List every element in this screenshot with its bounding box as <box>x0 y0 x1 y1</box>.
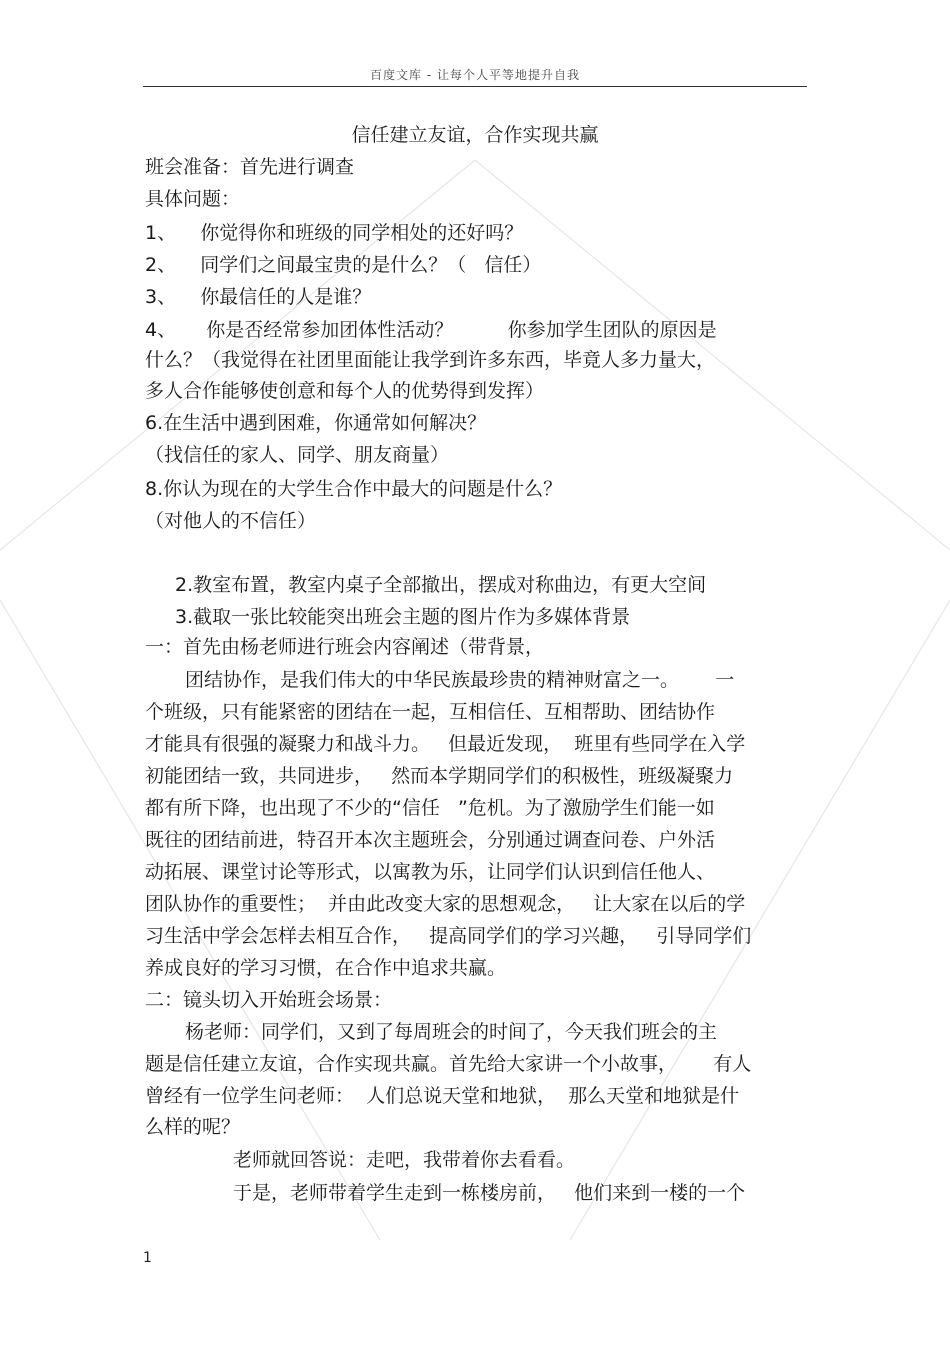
text-line: 班会准备：首先进行调查 <box>145 156 355 178</box>
text-line: 2.教室布置，教室内桌子全部撤出，摆成对称曲边，有更大空间 <box>175 574 707 596</box>
text-line: 团队协作的重要性； 并由此改变大家的思想观念， 让大家在以后的学 <box>145 893 746 915</box>
document-title: 信任建立友谊，合作实现共赢 <box>351 124 599 146</box>
text-line: 8.你认为现在的大学生合作中最大的问题是什么？ <box>145 478 563 500</box>
text-line: 多人合作能够使创意和每个人的优势得到发挥） <box>145 380 545 402</box>
text-line: 3.截取一张比较能突出班会主题的图片作为多媒体背景 <box>175 606 631 628</box>
text-line: 初能团结一致，共同进步， 然而本学期同学们的积极性，班级凝聚力 <box>145 765 734 787</box>
page-header: 百度文库 - 让每个人平等地提升自我 <box>370 68 580 82</box>
section-heading: 二：镜头切入开始班会场景： <box>145 989 393 1011</box>
text-line: 题是信任建立友谊，合作实现共赢。首先给大家讲一个小故事， 有人 <box>145 1053 752 1075</box>
text-line: 个班级，只有能紧密的团结在一起，互相信任、互相帮助、团结协作 <box>145 701 716 723</box>
text-line: 习生活中学会怎样去相互合作， 提高同学们的学习兴趣， 引导同学们 <box>145 925 752 947</box>
text-line: 2、 同学们之间最宝贵的是什么？（ 信任） <box>145 254 542 276</box>
text-line: 6.在生活中遇到困难，你通常如何解决？ <box>145 412 487 434</box>
section-heading: 一：首先由杨老师进行班会内容阐述（带背景， <box>145 636 545 658</box>
text-line: 都有所下降，也出现了不少的“信任 ”危机。为了激励学生们能一如 <box>145 797 715 819</box>
text-line: 老师就回答说：走吧，我带着你去看看。 <box>233 1149 576 1171</box>
text-line: 杨老师：同学们，又到了每周班会的时间了，今天我们班会的主 <box>185 1021 718 1043</box>
text-line: 团结协作，是我们伟大的中华民族最珍贵的精神财富之一。 一 <box>185 669 735 691</box>
text-line: （找信任的家人、同学、朋友商量） <box>145 444 450 466</box>
text-line: （对他人的不信任） <box>145 510 317 532</box>
text-line: 动拓展、课堂讨论等形式，以寓教为乐，让同学们认识到信任他人、 <box>145 861 716 883</box>
text-line: 什么？（我觉得在社团里面能让我学到许多东西，毕竟人多力量大， <box>145 349 716 371</box>
text-line: 么样的呢？ <box>145 1116 241 1138</box>
header-divider <box>143 86 807 87</box>
text-line: 既往的团结前进，特召开本次主题班会，分别通过调查问卷、户外活 <box>145 829 716 851</box>
text-line: 才能具有很强的凝聚力和战斗力。 但最近发现， 班里有些同学在入学 <box>145 733 746 755</box>
text-line: 4、 你是否经常参加团体性活动？ 你参加学生团队的原因是 <box>145 319 717 341</box>
text-line: 具体问题： <box>145 188 241 210</box>
text-line: 养成良好的学习习惯，在合作中追求共赢。 <box>145 957 507 979</box>
page-number: 1 <box>143 1250 152 1266</box>
text-line: 3、 你最信任的人是谁？ <box>145 286 372 308</box>
text-line: 曾经有一位学生问老师： 人们总说天堂和地狱， 那么天堂和地狱是什 <box>145 1085 740 1107</box>
text-line: 于是，老师带着学生走到一栋楼房前， 他们来到一楼的一个 <box>233 1182 746 1204</box>
text-line: 1、 你觉得你和班级的同学相处的还好吗？ <box>145 222 524 244</box>
